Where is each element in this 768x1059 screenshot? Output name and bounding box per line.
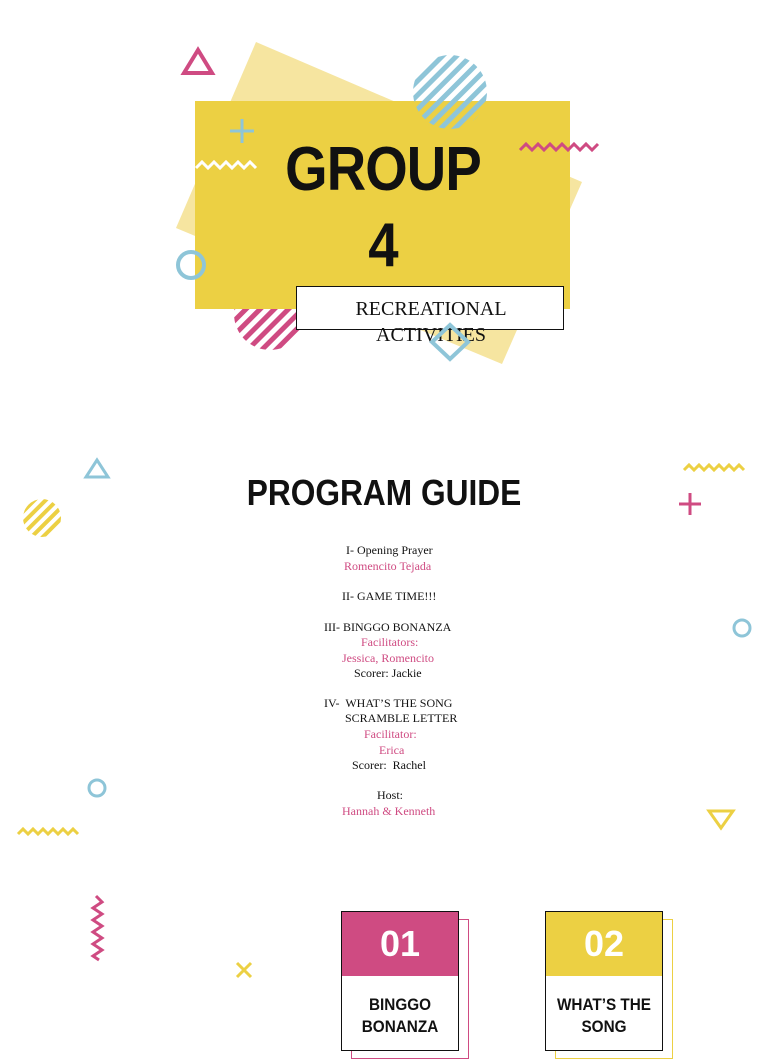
guide-line: Facilitator: (364, 727, 417, 741)
guide-line: Host: (377, 788, 404, 802)
guide-line: Scorer: Jackie (354, 666, 422, 680)
triangle-icon (184, 50, 212, 73)
zigzag-icon (18, 829, 78, 834)
guide-line: Scorer: Rachel (352, 758, 426, 772)
card-number: 02 (546, 912, 662, 976)
cover-title (218, 132, 547, 284)
card-label: BINGGO BONANZA (361, 995, 439, 1036)
cover-subtitle: RECREATIONAL ACTIVITIES (355, 298, 507, 346)
guide-line: Jessica, Romencito (342, 651, 434, 665)
guide-line: Hannah & Kenneth (342, 804, 436, 818)
guide-line: II- GAME TIME!!! (342, 589, 437, 603)
cross-icon (237, 963, 251, 977)
guide-line: I- Opening Prayer (346, 543, 433, 557)
card-box (545, 911, 663, 1051)
circle-icon (734, 620, 750, 636)
guide-line: Facilitators: (361, 635, 419, 649)
guide-title: PROGRAM GUIDE (246, 472, 522, 513)
guide-line: IV- WHAT’S THE SONG (324, 696, 453, 710)
circle-icon (89, 780, 105, 796)
striped-circle-icon (413, 55, 487, 129)
activity-card-01 (341, 911, 459, 1051)
guide-line: Erica (379, 743, 405, 757)
zigzag-icon (684, 465, 744, 470)
guide-line: III- BINGGO BONANZA (324, 620, 452, 634)
zigzag-icon (93, 896, 102, 960)
card-box (341, 911, 459, 1051)
activity-card-02 (545, 911, 663, 1051)
triangle-icon (709, 811, 733, 828)
cover-title-text: GROUP 4 (285, 135, 481, 280)
diamond-icon (428, 322, 472, 362)
guide-line: Romencito Tejada (344, 559, 432, 573)
card-number: 01 (342, 912, 458, 976)
guide-line: SCRAMBLE LETTER (345, 711, 458, 725)
card-label: WHAT’S THE SONG (556, 995, 652, 1036)
